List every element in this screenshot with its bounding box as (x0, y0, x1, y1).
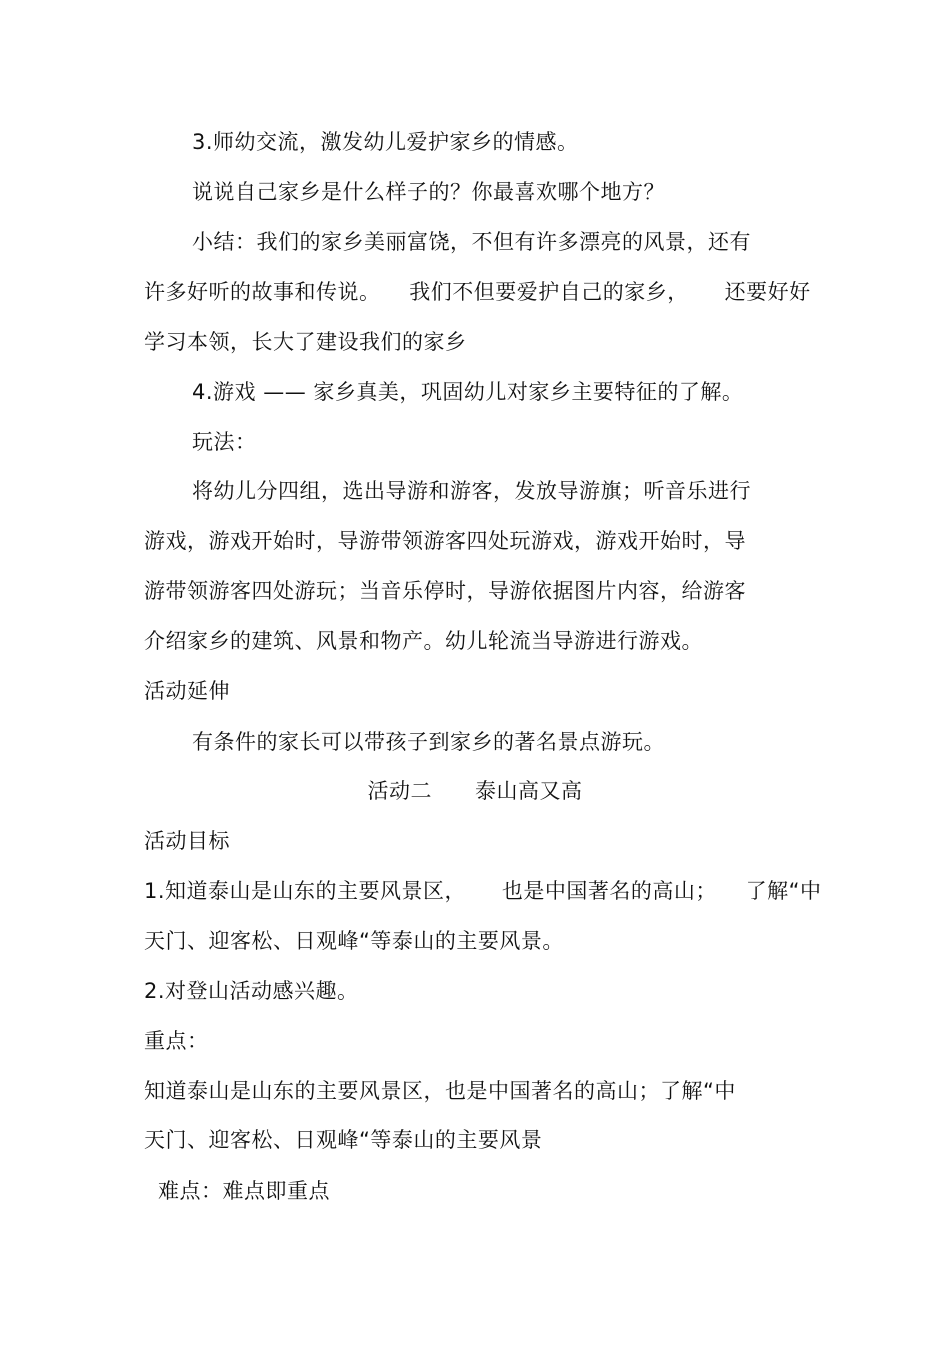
paragraph-objective-2: 2.对登山活动感兴趣。 (144, 979, 359, 1003)
paragraph-summary-line-2: 许多好听的故事和传说。 我们不但要爱护自己的家乡， 还要好好 (144, 280, 811, 304)
paragraph-difficulty: 难点：难点即重点 (158, 1179, 330, 1203)
paragraph-objective-1-line-1: 1.知道泰山是山东的主要风景区， 也是中国著名的高山； 了解“中 (144, 879, 822, 903)
paragraph-summary-line-3: 学习本领，长大了建设我们的家乡 (144, 330, 467, 354)
paragraph-step-4: 4.游戏 —— 家乡真美，巩固幼儿对家乡主要特征的了解。 (192, 380, 744, 404)
paragraph-summary-line-1: 小结：我们的家乡美丽富饶，不但有许多漂亮的风景，还有 (192, 230, 751, 254)
paragraph-extension: 有条件的家长可以带孩子到家乡的著名景点游玩。 (192, 730, 665, 754)
heading-rules: 玩法： (192, 430, 257, 454)
section-title: 活动二 泰山高又高 (367, 779, 583, 803)
paragraph-rules-line-1: 将幼儿分四组，选出导游和游客，发放导游旗；听音乐进行 (192, 479, 751, 503)
heading-key-points: 重点： (144, 1029, 209, 1053)
heading-extension: 活动延伸 (144, 679, 230, 703)
paragraph-key-points-line-2: 天门、迎客松、日观峰“等泰山的主要风景 (144, 1128, 543, 1152)
heading-objectives: 活动目标 (144, 829, 230, 853)
paragraph-objective-1-line-2: 天门、迎客松、日观峰“等泰山的主要风景。 (144, 929, 564, 953)
paragraph-question: 说说自己家乡是什么样子的？你最喜欢哪个地方？ (192, 180, 665, 204)
paragraph-rules-line-4: 介绍家乡的建筑、风景和物产。幼儿轮流当导游进行游戏。 (144, 629, 703, 653)
paragraph-rules-line-3: 游带领游客四处游玩；当音乐停时，导游依据图片内容，给游客 (144, 579, 746, 603)
paragraph-key-points-line-1: 知道泰山是山东的主要风景区，也是中国著名的高山；了解“中 (144, 1079, 736, 1103)
paragraph-step-3: 3.师幼交流，激发幼儿爱护家乡的情感。 (192, 130, 579, 154)
paragraph-rules-line-2: 游戏，游戏开始时，导游带领游客四处玩游戏，游戏开始时，导 (144, 529, 746, 553)
